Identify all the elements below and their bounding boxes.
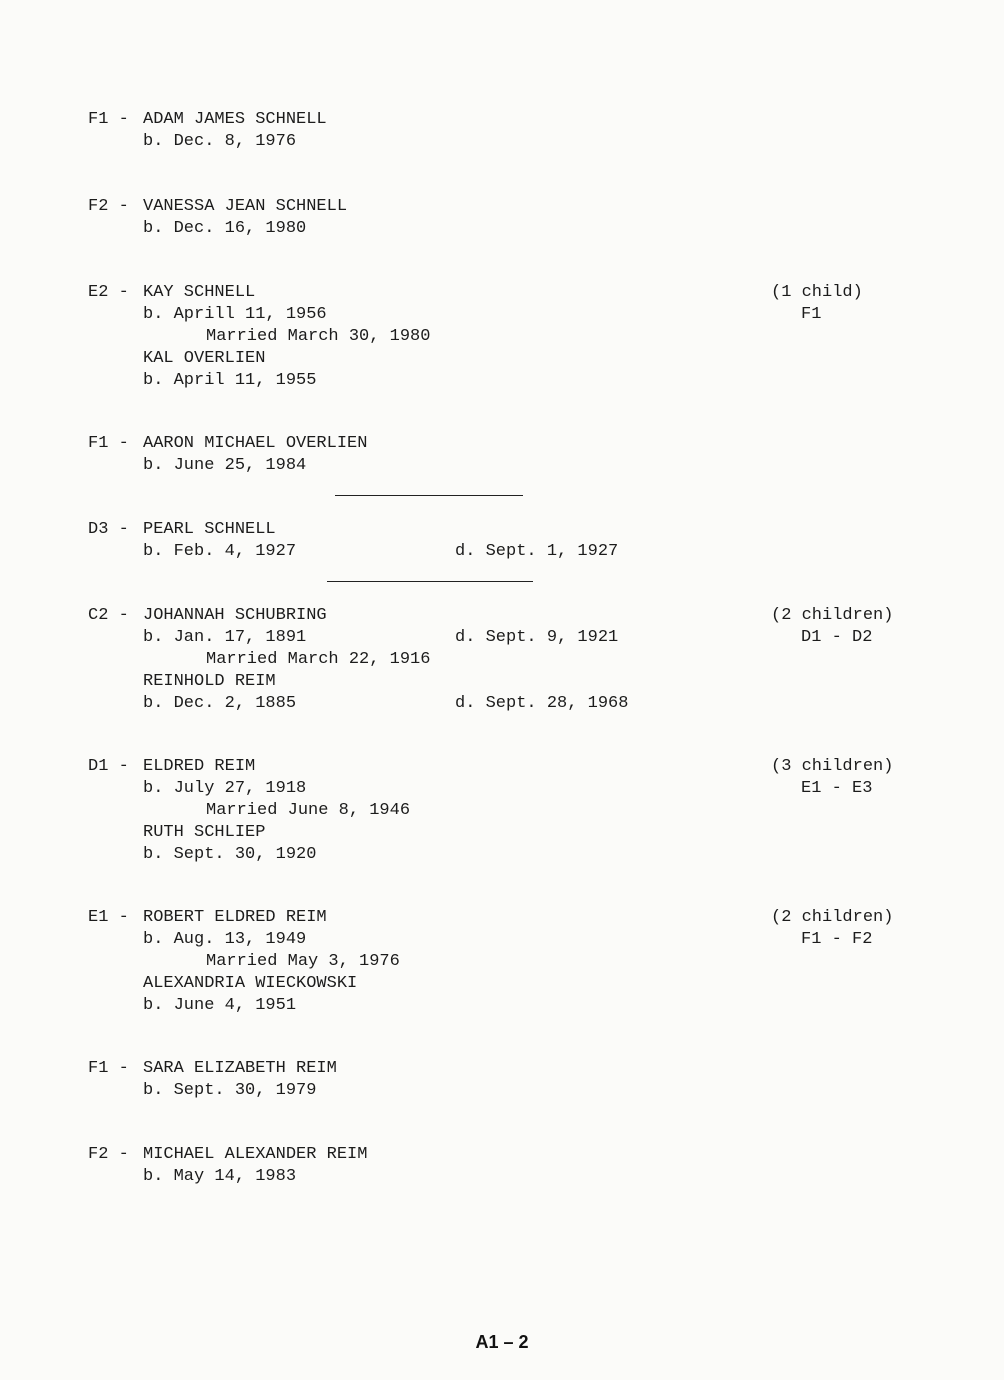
code-text: F1	[88, 1059, 109, 1078]
birth-date: b. Aprill 11, 1956	[143, 305, 327, 324]
death-date: d. Sept. 1, 1927	[455, 542, 619, 561]
code-text: E2	[88, 283, 109, 302]
genealogy-entry	[88, 756, 948, 866]
generation-code	[88, 109, 129, 131]
generation-code	[88, 519, 129, 541]
section-divider	[335, 495, 523, 496]
code-text: D3	[88, 520, 109, 539]
birth-date: b. Aug. 13, 1949	[143, 930, 307, 949]
spouse-birth-date: b. April 11, 1955	[143, 371, 317, 390]
person-name: PEARL SCHNELL	[143, 520, 276, 539]
person-name: VANESSA JEAN SCHNELL	[143, 197, 348, 216]
code-text: C2	[88, 606, 109, 625]
marriage-date: Married March 22, 1916	[206, 650, 431, 669]
spouse-birth-date: b. Dec. 2, 1885	[143, 694, 297, 713]
children-count: (1 child)	[771, 283, 863, 302]
birth-date: b. Dec. 8, 1976	[143, 132, 297, 151]
spouse-death-date: d. Sept. 28, 1968	[455, 694, 629, 713]
birth-date: b. Dec. 16, 1980	[143, 219, 307, 238]
page-number: A1 – 2	[475, 1332, 529, 1352]
children-count: (2 children)	[771, 908, 894, 927]
separator-text: -	[118, 434, 129, 453]
genealogy-entry	[88, 605, 948, 715]
person-name: ELDRED REIM	[143, 757, 256, 776]
birth-date: b. May 14, 1983	[143, 1167, 297, 1186]
code-text: F1	[88, 434, 109, 453]
separator-text: -	[118, 283, 129, 302]
person-name: MICHAEL ALEXANDER REIM	[143, 1145, 368, 1164]
children-range: F1	[801, 305, 822, 324]
person-name: AARON MICHAEL OVERLIEN	[143, 434, 368, 453]
separator-text: -	[118, 908, 129, 927]
birth-date: b. July 27, 1918	[143, 779, 307, 798]
separator-text: -	[118, 1145, 129, 1164]
person-name: KAY SCHNELL	[143, 283, 256, 302]
genealogy-entry	[88, 196, 948, 240]
code-text: F2	[88, 197, 109, 216]
code-text: F2	[88, 1145, 109, 1164]
separator-text: -	[118, 197, 129, 216]
spouse-name: ALEXANDRIA WIECKOWSKI	[143, 974, 358, 993]
spouse-birth-date: b. June 4, 1951	[143, 996, 297, 1015]
generation-code	[88, 605, 129, 627]
generation-code	[88, 282, 129, 304]
separator-text: -	[118, 757, 129, 776]
birth-date: b. Jan. 17, 1891	[143, 628, 307, 647]
death-date: d. Sept. 9, 1921	[455, 628, 619, 647]
children-count: (2 children)	[771, 606, 894, 625]
generation-code	[88, 756, 129, 778]
code-text: F1	[88, 110, 109, 129]
spouse-name: REINHOLD REIM	[143, 672, 276, 691]
spouse-name: RUTH SCHLIEP	[143, 823, 266, 842]
generation-code	[88, 1058, 129, 1080]
children-range: D1 - D2	[801, 628, 873, 647]
separator-text: -	[118, 606, 129, 625]
children-count: (3 children)	[771, 757, 894, 776]
separator-text: -	[118, 520, 129, 539]
person-name: ROBERT ELDRED REIM	[143, 908, 327, 927]
genealogy-entry	[88, 282, 948, 392]
genealogy-entry	[88, 1058, 948, 1102]
children-range: F1 - F2	[801, 930, 873, 949]
spouse-birth-date: b. Sept. 30, 1920	[143, 845, 317, 864]
genealogy-entry	[88, 519, 948, 563]
person-name: ADAM JAMES SCHNELL	[143, 110, 327, 129]
code-text: D1	[88, 757, 109, 776]
genealogy-entry	[88, 109, 948, 153]
marriage-date: Married March 30, 1980	[206, 327, 431, 346]
birth-date: b. June 25, 1984	[143, 456, 307, 475]
spouse-name: KAL OVERLIEN	[143, 349, 266, 368]
generation-code	[88, 907, 129, 929]
genealogy-entry	[88, 907, 948, 1017]
birth-date: b. Feb. 4, 1927	[143, 542, 297, 561]
generation-code	[88, 196, 129, 218]
children-range: E1 - E3	[801, 779, 873, 798]
code-text: E1	[88, 908, 109, 927]
birth-date: b. Sept. 30, 1979	[143, 1081, 317, 1100]
section-divider	[327, 581, 533, 582]
person-name: SARA ELIZABETH REIM	[143, 1059, 337, 1078]
marriage-date: Married May 3, 1976	[206, 952, 400, 971]
generation-code	[88, 433, 129, 455]
marriage-date: Married June 8, 1946	[206, 801, 411, 820]
generation-code	[88, 1144, 129, 1166]
separator-text: -	[118, 1059, 129, 1078]
genealogy-entry	[88, 433, 948, 477]
genealogy-entry	[88, 1144, 948, 1188]
separator-text: -	[118, 110, 129, 129]
person-name: JOHANNAH SCHUBRING	[143, 606, 327, 625]
